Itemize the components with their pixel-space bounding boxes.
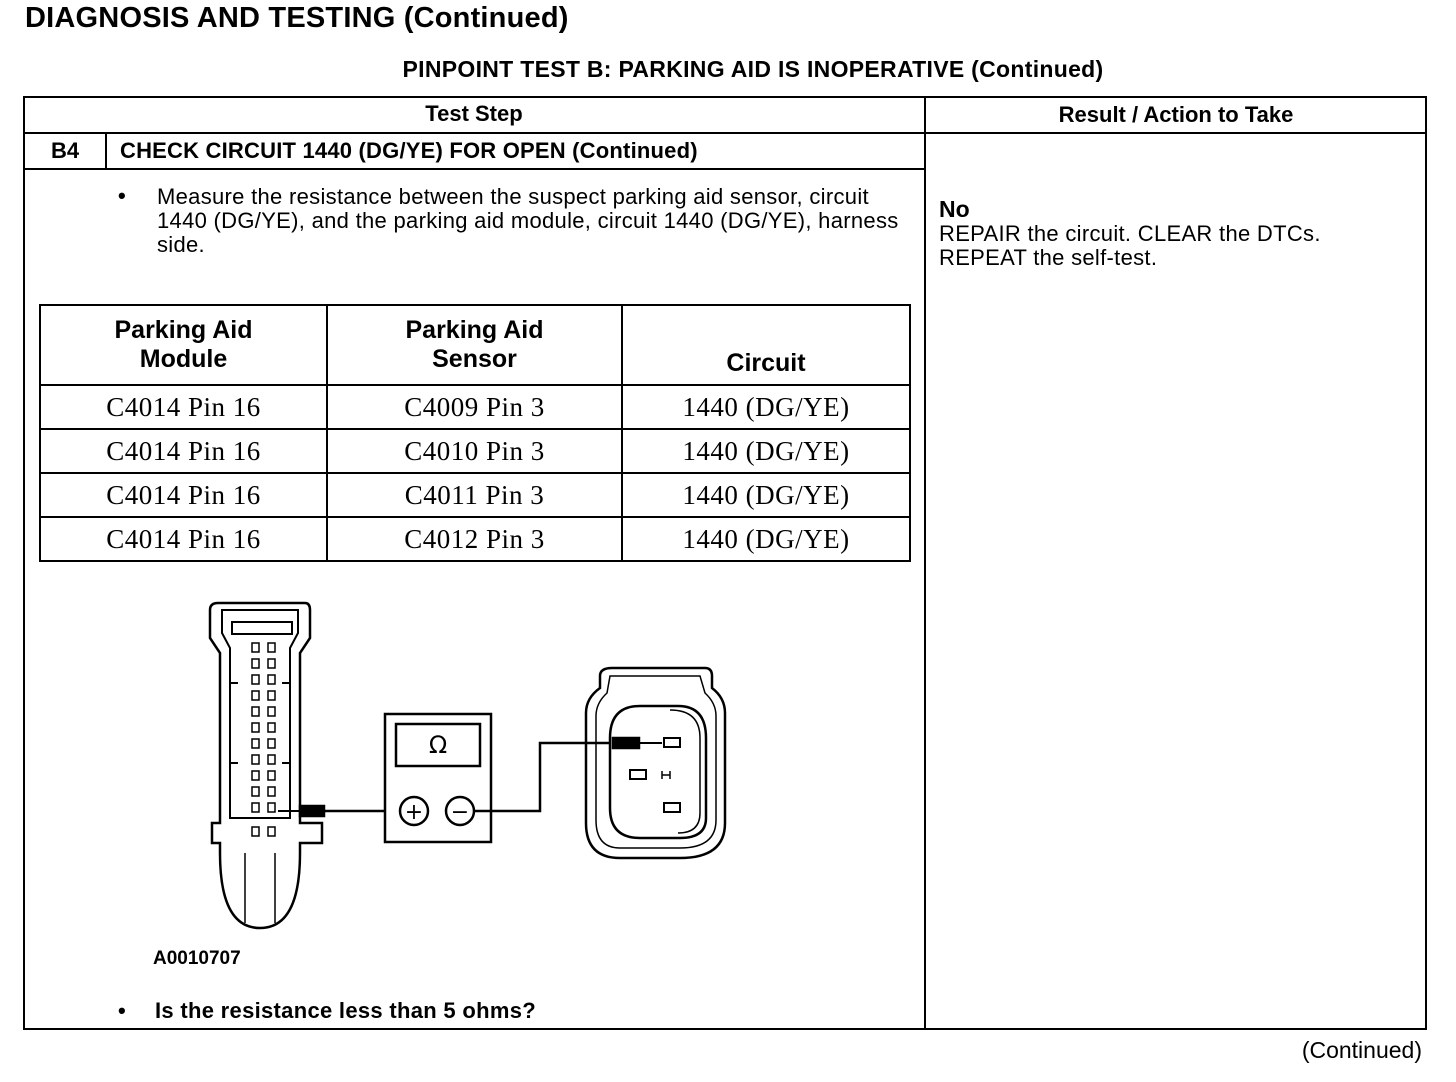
column-divider <box>924 96 926 1030</box>
table-cell: C4014 Pin 16 <box>40 385 327 429</box>
table-cell: 1440 (DG/YE) <box>622 429 910 473</box>
minus-terminal-label: − <box>450 800 470 825</box>
pin-table-header: Circuit <box>622 305 910 385</box>
connector-16pin-icon <box>210 603 322 928</box>
step-question: Is the resistance less than 5 ohms? <box>155 998 536 1023</box>
table-cell: C4014 Pin 16 <box>40 517 327 561</box>
column-header-test-step: Test Step <box>425 101 523 126</box>
table-cell: 1440 (DG/YE) <box>622 517 910 561</box>
table-cell: C4010 Pin 3 <box>327 429 622 473</box>
table-cell: 1440 (DG/YE) <box>622 473 910 517</box>
result-action: REPAIR the circuit. CLEAR the DTCs. REPEAT the self-test. <box>939 221 1321 270</box>
table-cell: C4011 Pin 3 <box>327 473 622 517</box>
bullet: • <box>118 998 126 1023</box>
header-divider <box>23 132 1427 134</box>
table-row <box>40 429 910 473</box>
table-cell: C4012 Pin 3 <box>327 517 622 561</box>
step-id-divider <box>105 132 107 169</box>
pin-table-header-row <box>40 305 910 385</box>
continued-label: (Continued) <box>1301 1037 1422 1063</box>
ohm-symbol: Ω <box>428 731 448 759</box>
table-cell: C4009 Pin 3 <box>327 385 622 429</box>
result-label: No <box>939 196 970 222</box>
column-header-result-action: Result / Action to Take <box>1058 102 1294 127</box>
figure-code: A0010707 <box>153 948 241 969</box>
wiring-diagram <box>200 598 740 938</box>
step-title-divider <box>23 168 925 170</box>
table-row <box>40 385 910 429</box>
module-probe <box>278 806 385 816</box>
sensor-connector-icon <box>586 668 725 858</box>
table-cell: C4014 Pin 16 <box>40 473 327 517</box>
pinpoint-test-title: PINPOINT TEST B: PARKING AID IS INOPERATIVE (Continued) <box>402 56 1104 82</box>
step-instruction: Measure the resistance between the suspect parking aid sensor, circuit 1440 (DG/YE), and the parking aid module, circuit 1440 (DG/YE), harness side. <box>157 184 899 257</box>
step-id: B4 <box>50 138 80 163</box>
table-row <box>40 517 910 561</box>
bullet: • <box>118 183 126 208</box>
plus-terminal-label: + <box>404 800 424 825</box>
table-cell: C4014 Pin 16 <box>40 429 327 473</box>
table-row <box>40 473 910 517</box>
pin-table-header: Parking Aid Sensor <box>327 305 622 385</box>
page-heading: DIAGNOSIS AND TESTING (Continued) <box>25 2 569 34</box>
sensor-lead <box>474 738 662 811</box>
pin-table-header: Parking Aid Module <box>40 305 327 385</box>
table-cell: 1440 (DG/YE) <box>622 385 910 429</box>
step-title: CHECK CIRCUIT 1440 (DG/YE) FOR OPEN (Continued) <box>120 138 698 163</box>
pin-table <box>39 304 911 562</box>
